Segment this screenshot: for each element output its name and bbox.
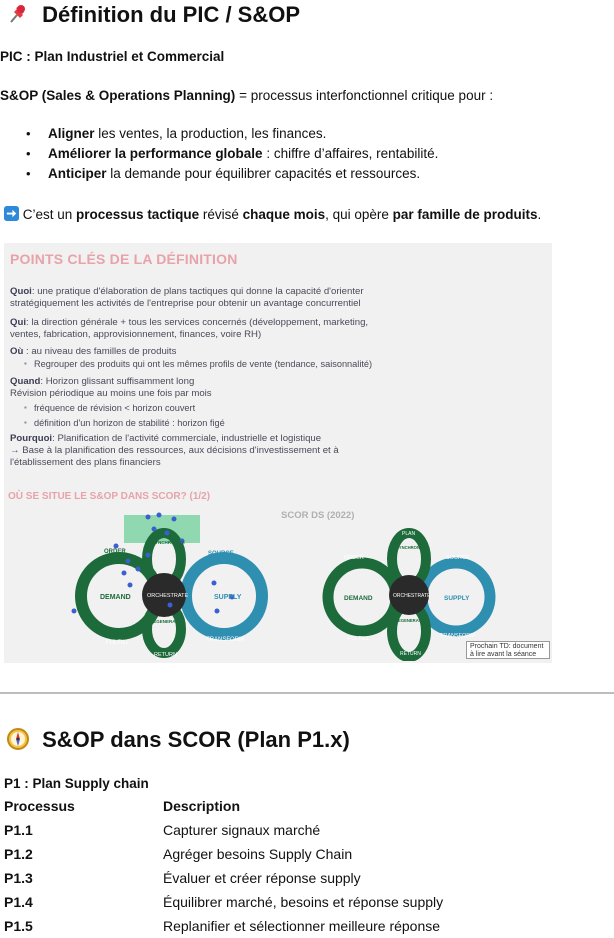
pourquoi-text: → Base à la planification des ressources, aux décisions d'investissement et à	[10, 445, 339, 456]
summary-text: révisé	[199, 207, 243, 222]
regenerate-label: REGENERATE	[395, 618, 424, 623]
process-code: P1.4	[4, 894, 33, 910]
list-item	[0, 144, 438, 164]
pourquoi-text: : Planification de l'activité commerciale, industrielle et logistique	[52, 433, 322, 444]
quand-sub: ▪ fréquence de révision < horizon couvert	[34, 403, 195, 413]
source-label: SOURCE	[446, 555, 470, 561]
quoi-block	[10, 286, 364, 310]
synchronize-label: SYNCHRONIZE	[396, 545, 427, 550]
list-item	[0, 164, 438, 184]
supply-label: SUPPLY	[214, 594, 242, 601]
synchronize-label: SYNCHRONIZE	[152, 540, 185, 545]
fulfill-label: FULFILL	[348, 636, 370, 642]
ou-label: Où	[10, 346, 24, 357]
quand-sub: ▪ définition d'un horizon de stabilité : horizon figé	[34, 418, 225, 428]
order-label: ORDER	[344, 555, 364, 561]
summary-bold: par famille de produits	[392, 207, 538, 222]
quand-text: Révision périodique au moins une fois par mois	[10, 388, 212, 399]
section2-heading	[6, 727, 350, 753]
summary-bold: processus tactique	[76, 207, 200, 222]
process-code: P1.2	[4, 846, 33, 862]
quoi-text: : une pratique d'élaboration de plans tactiques qui donne la capacité d'orienter	[31, 286, 364, 297]
bullet-bold: Anticiper	[48, 166, 107, 181]
pic-definition: PIC : Plan Industriel et Commercial	[0, 49, 225, 64]
process-desc: Évaluer et créer réponse supply	[163, 870, 361, 886]
summary-line	[4, 206, 541, 222]
bullet-bold: Améliorer la performance globale	[48, 146, 263, 161]
sop-desc: = processus interfonctionnel critique pour :	[235, 88, 494, 103]
table-row	[4, 914, 443, 938]
table-header	[4, 794, 443, 818]
list-item	[0, 124, 438, 144]
pourquoi-text: l'établissement des plans financiers	[10, 457, 161, 468]
process-desc: Capturer signaux marché	[163, 822, 321, 838]
pourquoi-label: Pourquoi	[10, 433, 53, 444]
process-desc: Équilibrer marché, besoins et réponse supply	[163, 894, 444, 910]
qui-text: ventes, fabrication, approvisionnement, finances, voire RH)	[10, 329, 262, 340]
quand-block	[10, 376, 212, 400]
qui-block	[10, 317, 368, 341]
next-td-note: Prochain TD: document à lire avant la séance	[466, 641, 550, 659]
quand-text: : Horizon glissant suffisamment long	[40, 376, 195, 387]
ou-text: : au niveau des familles de produits	[23, 346, 177, 357]
fulfill-label: FULFILL	[106, 640, 130, 646]
qui-text: : la direction générale + tous les services concernés (développement, marketing,	[26, 317, 369, 328]
order-label: ORDER	[104, 549, 126, 555]
source-label: SOURCE	[208, 551, 234, 557]
section1-heading	[6, 2, 300, 28]
transform-label: TRANSFORM	[440, 633, 475, 639]
plan-subtitle: P1 : Plan Supply chain	[4, 776, 149, 791]
sop-term: S&OP (Sales & Operations Planning)	[0, 88, 236, 103]
demand-label: DEMAND	[344, 595, 373, 602]
bullet-text: : chiffre d’affaires, rentabilité.	[262, 146, 439, 161]
scor-ds-label: SCOR DS (2022)	[281, 510, 355, 521]
table-row	[4, 890, 443, 914]
scor-title: OÙ SE SITUE LE S&OP DANS SCOR? (1/2)	[8, 491, 211, 502]
process-desc: Agréger besoins Supply Chain	[163, 846, 353, 862]
ou-block	[10, 346, 176, 358]
quand-label: Quand	[10, 376, 41, 387]
quoi-label: Quoi	[10, 286, 32, 297]
table-row	[4, 866, 443, 890]
process-table	[4, 794, 443, 938]
process-code: P1.1	[4, 822, 33, 838]
qui-label: Qui	[10, 317, 26, 328]
orchestrate-label: ORCHESTRATE	[147, 593, 189, 599]
col-header-description: Description	[163, 798, 241, 814]
quoi-text: stratégiquement les activités de l'entreprise pour obtenir un avantage concurrentiel	[10, 298, 361, 309]
summary-bold: chaque mois	[242, 207, 326, 222]
summary-text: , qui opère	[325, 207, 393, 222]
process-desc: Replanifier et sélectionner meilleure réponse	[163, 918, 441, 934]
process-code: P1.5	[4, 918, 33, 934]
slide-title: POINTS CLÉS DE LA DÉFINITION	[10, 251, 238, 267]
pourquoi-block	[10, 433, 339, 469]
table-row	[4, 842, 443, 866]
demand-label: DEMAND	[100, 594, 131, 601]
section2-title: S&OP dans SCOR (Plan P1.x)	[42, 727, 350, 752]
bullet-text: les ventes, la production, les finances.	[94, 126, 327, 141]
supply-label: SUPPLY	[444, 595, 470, 602]
return-label: RETURN	[154, 652, 177, 658]
left-scor-diagram	[64, 511, 294, 661]
sop-definition	[0, 88, 493, 103]
summary-text: .	[537, 207, 542, 222]
process-code: P1.3	[4, 870, 33, 886]
right-arrow-icon	[4, 206, 19, 222]
section1-title: Définition du PIC / S&OP	[42, 2, 301, 27]
col-header-process: Processus	[4, 798, 75, 814]
bullet-text: la demande pour équilibrer capacités et ressources.	[106, 166, 421, 181]
summary-text: C’est un	[19, 207, 77, 222]
regenerate-label: REGENERATE	[150, 619, 181, 624]
transform-label: TRANSFORM	[206, 637, 244, 643]
pushpin-icon	[6, 2, 30, 28]
bullet-bold: Aligner	[48, 126, 95, 141]
orchestrate-label: ORCHESTRATE	[393, 593, 431, 599]
compass-icon	[6, 727, 30, 753]
ou-sub: ▪ Regrouper des produits qui ont les mêmes profils de vente (tendance, saisonnalité)	[34, 359, 372, 369]
slide-image	[4, 243, 552, 663]
plan-label: PLAN	[402, 531, 416, 537]
section-divider	[0, 692, 614, 694]
table-row	[4, 818, 443, 842]
goals-list	[0, 124, 438, 184]
return-label: RETURN	[400, 651, 421, 657]
